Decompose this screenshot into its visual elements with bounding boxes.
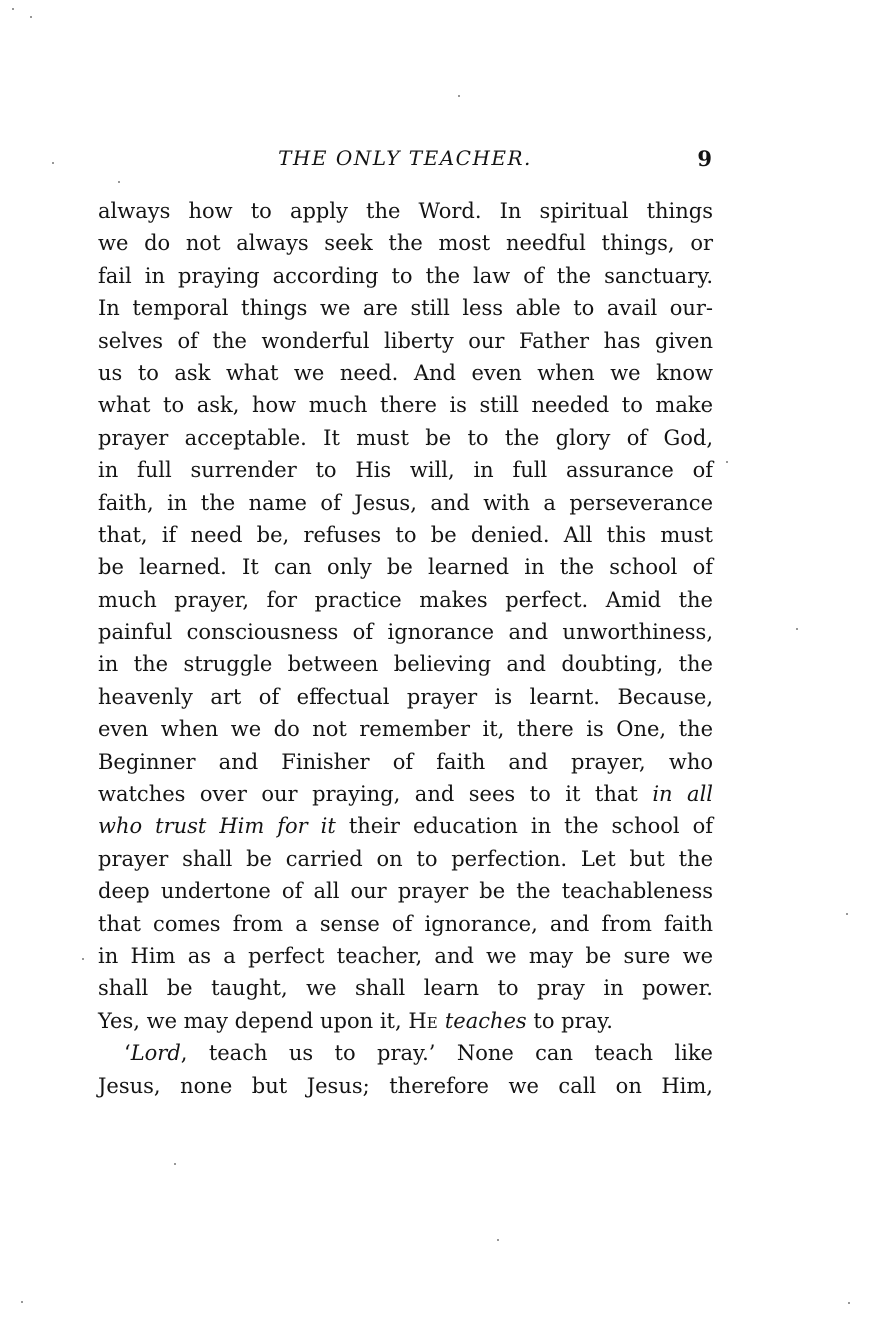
text-line: In temporal things we are still less able to avail our- [98,296,713,321]
body-text [98,195,713,1102]
scan-speck [30,16,32,18]
text-line: fail in praying according to the law of the sanctuary. [98,263,713,288]
text-line: painful consciousness of ignorance and unworthiness, [98,620,713,645]
text-line: in the struggle between believing and doubting, the [98,652,713,677]
text-line [98,1037,713,1069]
text-line: selves of the wonderful liberty our Father has given [98,328,713,353]
scan-speck [458,95,460,97]
text-line: us to ask what we need. And even when we know [98,360,713,385]
text-line: much prayer, for practice makes perfect. Amid the [98,587,713,612]
scan-speck [118,181,120,183]
page-header [96,146,714,176]
text-line: be learned. It can only be learned in the school of [98,555,713,580]
text-line: heavenly art of effectual prayer is learnt. Because, [98,684,713,709]
he-initial: H [408,1008,427,1033]
scan-speck [52,162,54,164]
text-segment: watches over our praying, and sees to it that [98,782,653,807]
text-line: what to ask, how much there is still needed to make [98,393,713,418]
scan-speck [12,8,14,10]
italic-emphasis: teaches [444,1008,527,1033]
scan-speck [82,958,84,960]
text-line: in Him as a perfect teacher, and we may be sure we [98,943,713,968]
text-line: in full surrender to His will, in full assurance of [98,458,713,483]
scan-speck [726,461,728,463]
text-segment: , teach us to pray.’ None can teach like [180,1041,713,1066]
text-line: prayer shall be carried on to perfection. Let but the [98,846,713,871]
open-quote: ‘ [124,1041,131,1066]
text-line: deep undertone of all our prayer be the teachableness [98,879,713,904]
text-line: Jesus, none but Jesus; therefore we call on Him, [98,1073,713,1098]
text-line: Beginner and Finisher of faith and prayer, who [98,749,713,774]
text-line: prayer acceptable. It must be to the glory of God, [98,425,713,450]
italic-emphasis: Lord [130,1041,181,1066]
text-segment: to pray. [526,1008,613,1033]
scan-speck [497,1239,499,1241]
text-line: that comes from a sense of ignorance, and from faith [98,911,713,936]
italic-emphasis: who trust Him for it [98,814,336,839]
text-line: we do not always seek the most needful things, or [98,231,713,256]
text-line [98,810,713,842]
text-line [98,778,713,810]
text-segment: Yes, we may depend upon it, [98,1008,409,1033]
text-segment: their education in the school of [335,814,713,839]
text-line [98,1005,713,1037]
page-number: 9 [697,146,712,171]
he-small-caps: E [426,1013,439,1032]
scan-speck [796,628,798,630]
running-title: THE ONLY TEACHER. [278,146,532,170]
scan-speck [21,1301,23,1303]
text-space [438,1009,445,1033]
scan-speck [846,913,848,915]
text-line: shall be taught, we shall learn to pray in power. [98,976,713,1001]
scan-speck [848,1302,850,1304]
paragraph [98,195,713,1037]
text-line: faith, in the name of Jesus, and with a perseverance [98,490,713,515]
text-line: that, if need be, refuses to be denied. All this must [98,522,713,547]
small-caps-he [408,1009,438,1033]
italic-emphasis: in all [652,782,713,807]
scan-speck [174,1163,176,1165]
text-line: even when we do not remember it, there is One, the [98,717,713,742]
text-line: always how to apply the Word. In spiritual things [98,199,713,223]
paragraph [98,1037,713,1102]
